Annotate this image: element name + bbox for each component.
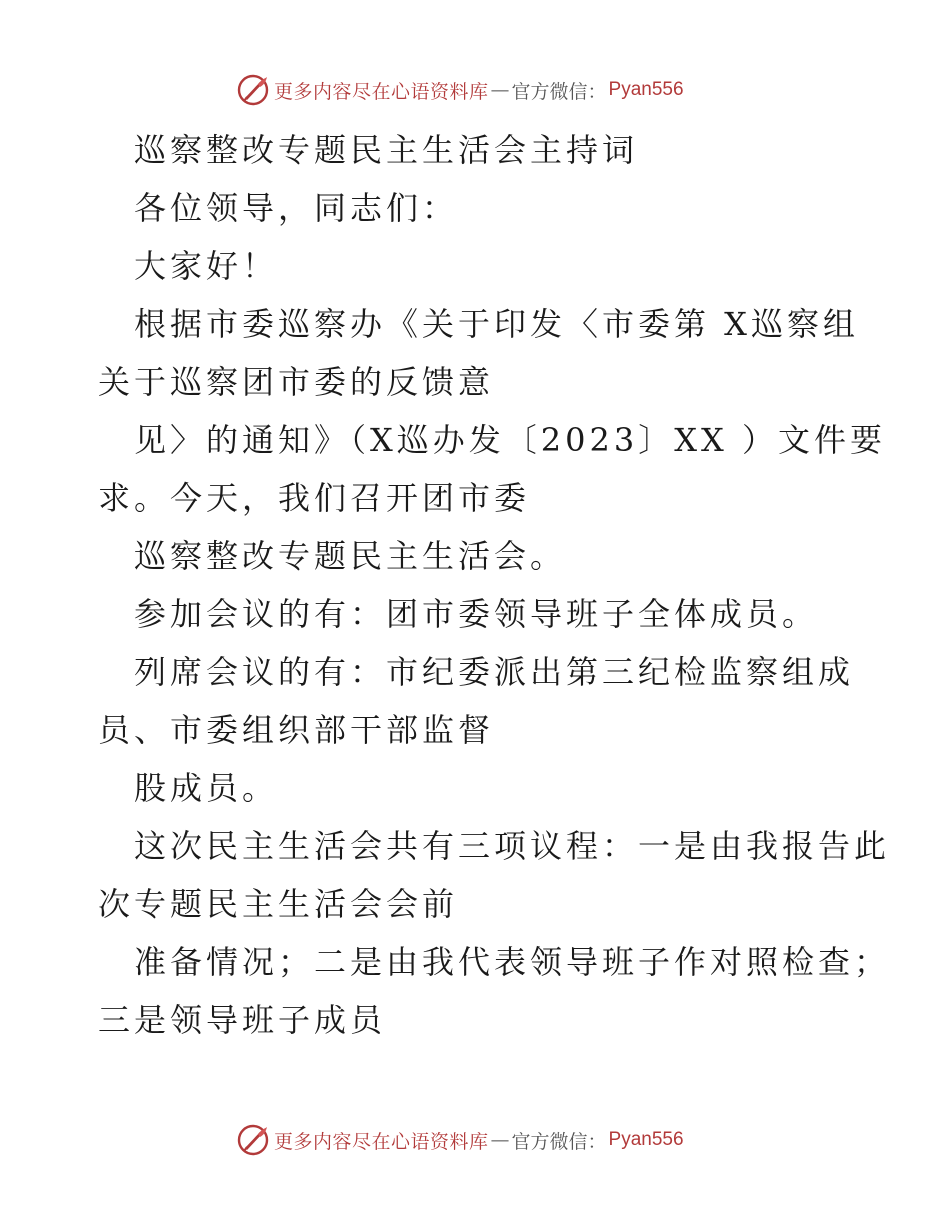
watermark-wechat-id: Pyan556 xyxy=(608,1129,684,1150)
watermark-separator: — xyxy=(490,79,510,101)
paragraph-line: 这次民主生活会共有三项议程：一是由我报告此 xyxy=(134,827,891,865)
paragraph-line: 次专题民主生活会会前 xyxy=(98,885,459,923)
paragraph-line: 见〉的通知》（X巡办发〔2023〕XX ）文件要 xyxy=(134,421,886,459)
paragraph-line: 准备情况；二是由我代表领导班子作对照检查； xyxy=(134,943,891,981)
header-watermark xyxy=(236,72,684,108)
watermark-site-text: 更多内容尽在心语资料库 xyxy=(274,1130,489,1153)
paragraph-line: 巡察整改专题民主生活会。 xyxy=(134,537,567,575)
watermark-wechat-id: Pyan556 xyxy=(608,79,684,100)
watermark-separator: — xyxy=(490,1129,510,1151)
paragraph-line: 关于巡察团市委的反馈意 xyxy=(98,363,495,401)
footer-watermark xyxy=(236,1122,684,1158)
watermark-wechat-label: 官方微信： xyxy=(511,1130,607,1153)
salutation-line: 各位领导，同志们： xyxy=(134,189,459,227)
greeting-line: 大家好！ xyxy=(134,247,279,285)
quill-logo-icon xyxy=(236,1123,270,1157)
watermark-site-text: 更多内容尽在心语资料库 xyxy=(274,80,489,103)
paragraph-line: 列席会议的有：市纪委派出第三纪检监察组成 xyxy=(134,653,855,691)
quill-logo-icon xyxy=(236,73,270,107)
paragraph-line: 参加会议的有：团市委领导班子全体成员。 xyxy=(134,595,819,633)
document-title: 巡察整改专题民主生活会主持词 xyxy=(134,131,639,169)
watermark-wechat-label: 官方微信： xyxy=(511,80,607,103)
paragraph-line: 员、市委组织部干部监督 xyxy=(98,711,495,749)
paragraph-line: 求。今天，我们召开团市委 xyxy=(98,479,531,517)
paragraph-line: 根据市委巡察办《关于印发〈市委第 X巡察组 xyxy=(134,305,859,343)
paragraph-line: 三是领导班子成员 xyxy=(98,1001,387,1039)
paragraph-line: 股成员。 xyxy=(134,769,279,807)
